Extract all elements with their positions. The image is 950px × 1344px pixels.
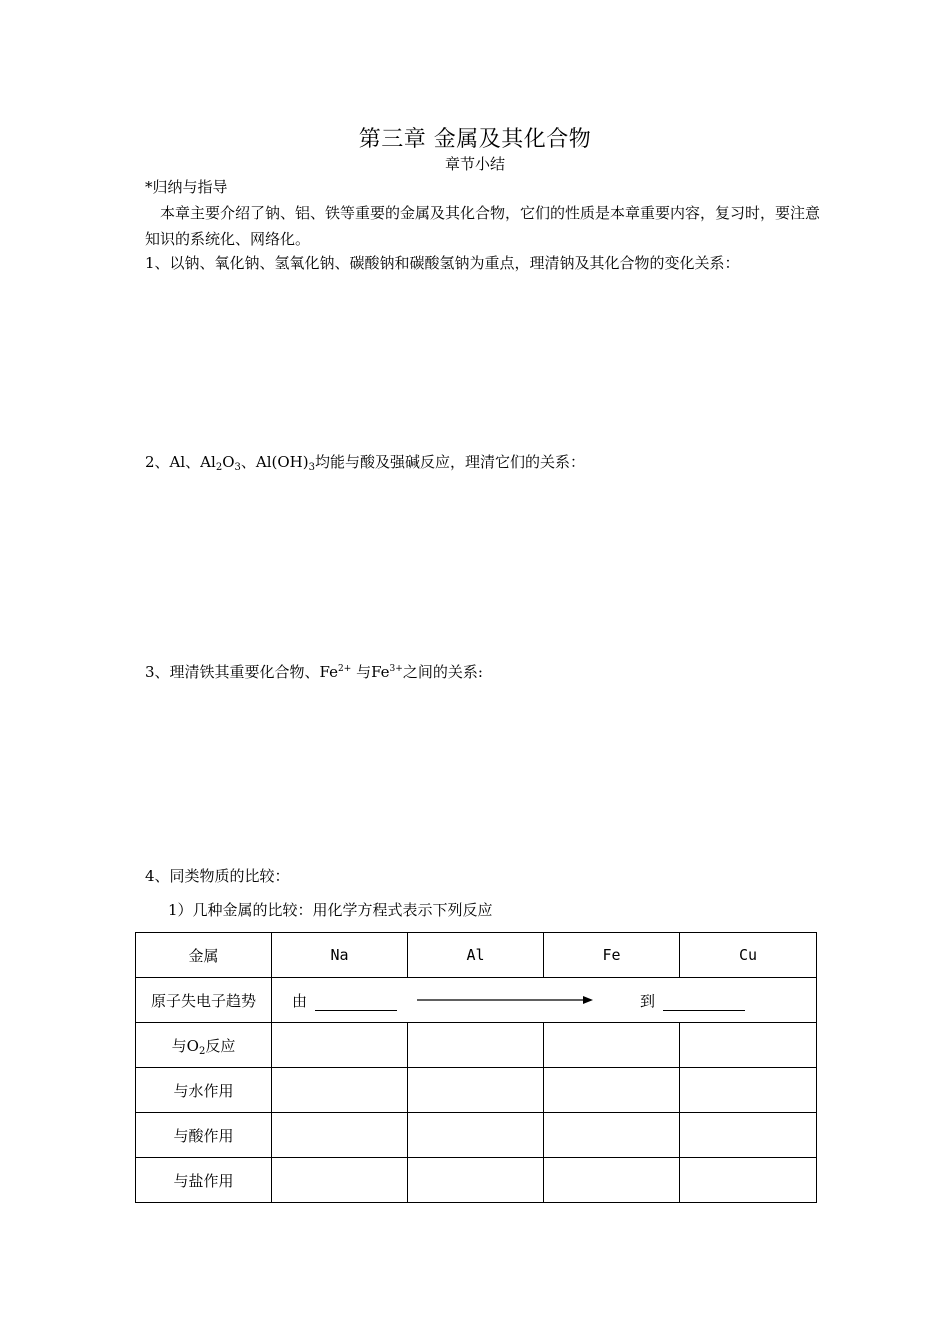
item-2-mid: 、Al(OH) (240, 453, 309, 471)
item-4-sub: 1）几种金属的比较：用化学方程式表示下列反应 (168, 901, 493, 919)
row-label-o2-suffix: 反应 (205, 1036, 236, 1055)
trend-to (640, 990, 745, 1011)
item-3-sup-2: 3+ (389, 664, 403, 674)
page-subtitle: 章节小结 (444, 155, 505, 173)
trend-arrow-icon (417, 994, 593, 1006)
answer-cell[interactable] (680, 1113, 817, 1158)
trend-to-blank[interactable] (663, 994, 745, 1011)
answer-cell[interactable] (272, 1068, 408, 1113)
trend-from (292, 990, 397, 1011)
answer-cell[interactable] (272, 1158, 408, 1203)
header-cell-na: Na (272, 933, 408, 978)
header-cell-fe: Fe (544, 933, 680, 978)
answer-cell[interactable] (408, 1023, 544, 1068)
table-row (136, 1023, 817, 1068)
table-header-row (136, 933, 817, 978)
answer-cell[interactable] (544, 1158, 680, 1203)
item-2-o: O (222, 453, 235, 471)
item-2-prefix: 2、Al、Al (145, 453, 216, 471)
item-3-suffix: 之间的关系: (402, 663, 483, 681)
answer-cell[interactable] (680, 1158, 817, 1203)
trend-cell (272, 978, 817, 1023)
answer-cell[interactable] (680, 1068, 817, 1113)
table-row (136, 978, 817, 1023)
header-cell-metal: 金属 (136, 933, 272, 978)
item-3-mid: 与Fe (351, 663, 390, 681)
table-row (136, 1158, 817, 1203)
item-2-sub-2: 3 (234, 462, 241, 473)
answer-cell[interactable] (544, 1068, 680, 1113)
answer-cell[interactable] (544, 1113, 680, 1158)
trend-from-label: 由 (292, 992, 308, 1010)
table-row (136, 1113, 817, 1158)
answer-cell[interactable] (544, 1023, 680, 1068)
row-label-trend: 原子失电子趋势 (136, 978, 272, 1023)
answer-cell[interactable] (272, 1113, 408, 1158)
row-label-o2-prefix: 与O (171, 1036, 199, 1055)
metal-comparison-table (135, 932, 817, 1203)
guide-heading: *归纳与指导 (145, 178, 228, 196)
row-label-salt: 与盐作用 (136, 1158, 272, 1203)
intro-paragraph: 本章主要介绍了钠、铝、铁等重要的金属及其化合物，它们的性质是本章重要内容，复习时，要注意知识的系统化、网络化。 (145, 204, 821, 248)
row-label-acid: 与酸作用 (136, 1113, 272, 1158)
row-label-o2 (136, 1023, 272, 1068)
item-3 (145, 661, 483, 682)
header-cell-al: Al (408, 933, 544, 978)
answer-cell[interactable] (272, 1023, 408, 1068)
item-2-sub-1: 2 (215, 462, 223, 473)
item-3-prefix: 3、理清铁其重要化合物、Fe (145, 663, 339, 681)
item-2-suffix: 均能与酸及强碱反应，理清它们的关系： (314, 453, 585, 471)
item-2 (145, 451, 585, 472)
answer-cell[interactable] (408, 1158, 544, 1203)
table-row (136, 1068, 817, 1113)
answer-cell[interactable] (408, 1113, 544, 1158)
answer-cell[interactable] (680, 1023, 817, 1068)
item-3-sup-1: 2+ (338, 664, 352, 674)
header-cell-cu: Cu (680, 933, 817, 978)
item-1: 1、以钠、氧化钠、氢氧化钠、碳酸钠和碳酸氢钠为重点，理清钠及其化合物的变化关系： (145, 254, 740, 272)
page-title: 第三章 金属及其化合物 (358, 127, 592, 152)
trend-to-label: 到 (640, 992, 656, 1010)
item-2-sub-3: 3 (308, 462, 315, 473)
trend-from-blank[interactable] (315, 994, 397, 1011)
row-label-water: 与水作用 (136, 1068, 272, 1113)
item-4: 4、同类物质的比较： (145, 867, 290, 885)
row-label-o2-sub: 2 (198, 1045, 206, 1057)
answer-cell[interactable] (408, 1068, 544, 1113)
